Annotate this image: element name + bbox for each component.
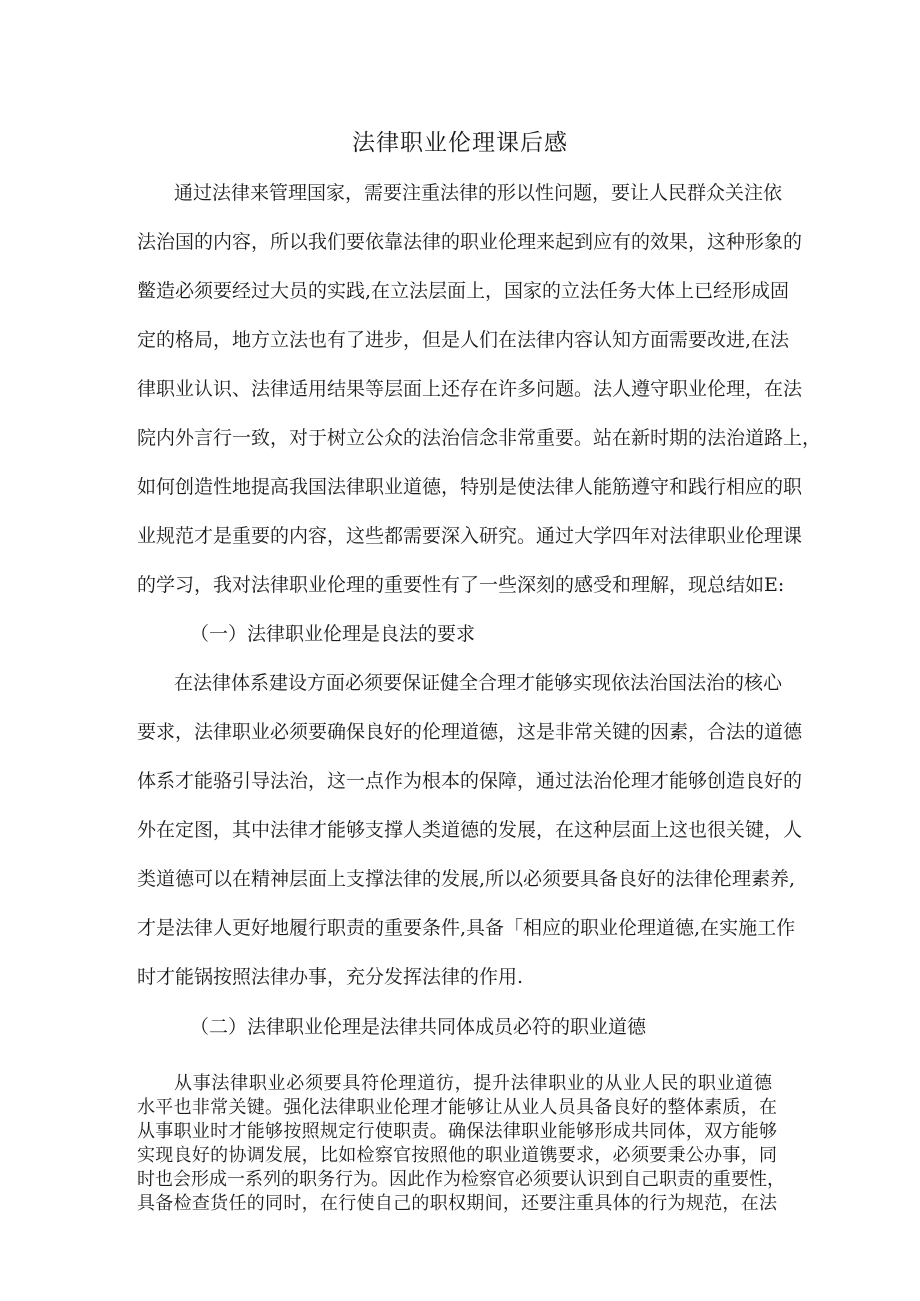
intro-line: 的学习，我对法律职业伦理的重要性有了一些深刻的感受和理解，现总结如E: bbox=[137, 574, 785, 596]
intro-line: 通过法律来管理国家，需要注重法律的形以性问题，要让人民群众关注依 bbox=[174, 182, 783, 204]
section1-line: 体系才能骆引导法治，这一点作为根本的保障，通过法治伦理才能够创造良好的 bbox=[137, 770, 803, 792]
section1-line: 外在定图，其中法律才能够支撑人类道德的发展，在这种层面上这也很关键，人 bbox=[137, 819, 803, 841]
section-heading: （一）法律职业伦理是良法的要求 bbox=[190, 623, 476, 645]
section2-line: 水平也非常关键。强化法律职业伦理才能够让从业人员具备良好的整体素质，在 bbox=[137, 1097, 777, 1118]
section-heading: （二）法律职业伦理是法律共同体成员必符的职业道德 bbox=[190, 1016, 647, 1038]
intro-line: 定的格局，地方立法也有了进步，但是人们在法律内容认知方面需要改进,在法 bbox=[137, 329, 790, 351]
intro-line: 如何创造性地提高我国法律职业道德，特别是使法律人能筋遵守和践行相应的职 bbox=[137, 476, 803, 498]
section2-line: 从事职业时才能够按照规定行使职责。确保法律职业能够形成共同体，双方能够 bbox=[137, 1121, 777, 1142]
section1-line: 才是法律人更好地履行职责的重要条件,具备「相应的职业伦理道德,在实施工作 bbox=[137, 917, 796, 939]
section1-line: 时才能锅按照法律办事，充分发挥法律的作用. bbox=[137, 966, 524, 988]
intro-line: 鳖造必须要经过大员的实践,在立法层面上，国家的立法任务大体上已经形成固 bbox=[137, 280, 790, 302]
section2-line: 时也会形成一系列的职务行为。因此作为检察官必须要认识到自己职责的重要性， bbox=[137, 1169, 785, 1190]
section2-line: 从事法律职业必须要具符伦理道彷，提升法律职业的从业人民的职业道德 bbox=[174, 1073, 772, 1094]
section2-line: 具备检查货任的同时，在行使自己的职权期间，还要注重具体的行为规范，在法 bbox=[137, 1193, 777, 1214]
section1-line: 要求，法律职业必须要确保良好的伦理道德，这是非常关键的因素，合法的道德 bbox=[137, 721, 803, 743]
intro-line: 法治国的内容，所以我们要依靠法律的职业伦理来起到应有的效果，这种形象的 bbox=[137, 231, 803, 253]
section1-line: 在法律体系建设方面必须要保证健全合理才能够实现依法治国法治的核心 bbox=[174, 672, 783, 694]
section1-line: 类道德可以在精神层面上支撑法律的发展,所以必须要具备良好的法律伦理素养, bbox=[137, 868, 796, 890]
intro-line: 律职业认识、法律适用结果等层面上还存在许多问题。法人遵守职业伦理，在法 bbox=[137, 378, 803, 400]
page-title: 法律职业伦理课后感 bbox=[352, 130, 568, 156]
section2-line: 实现良好的协调发展，比如检察官按照他的职业道镌要求，必须要秉公办事，同 bbox=[137, 1145, 777, 1166]
intro-line: 院内外言行一致，对于树立公众的法治信念非常重要。站在新时期的法治道路上， bbox=[137, 427, 822, 449]
intro-line: 业规范才是重要的内容，这些都需要深入研究。通过大学四年对法律职业伦理课 bbox=[137, 525, 803, 547]
